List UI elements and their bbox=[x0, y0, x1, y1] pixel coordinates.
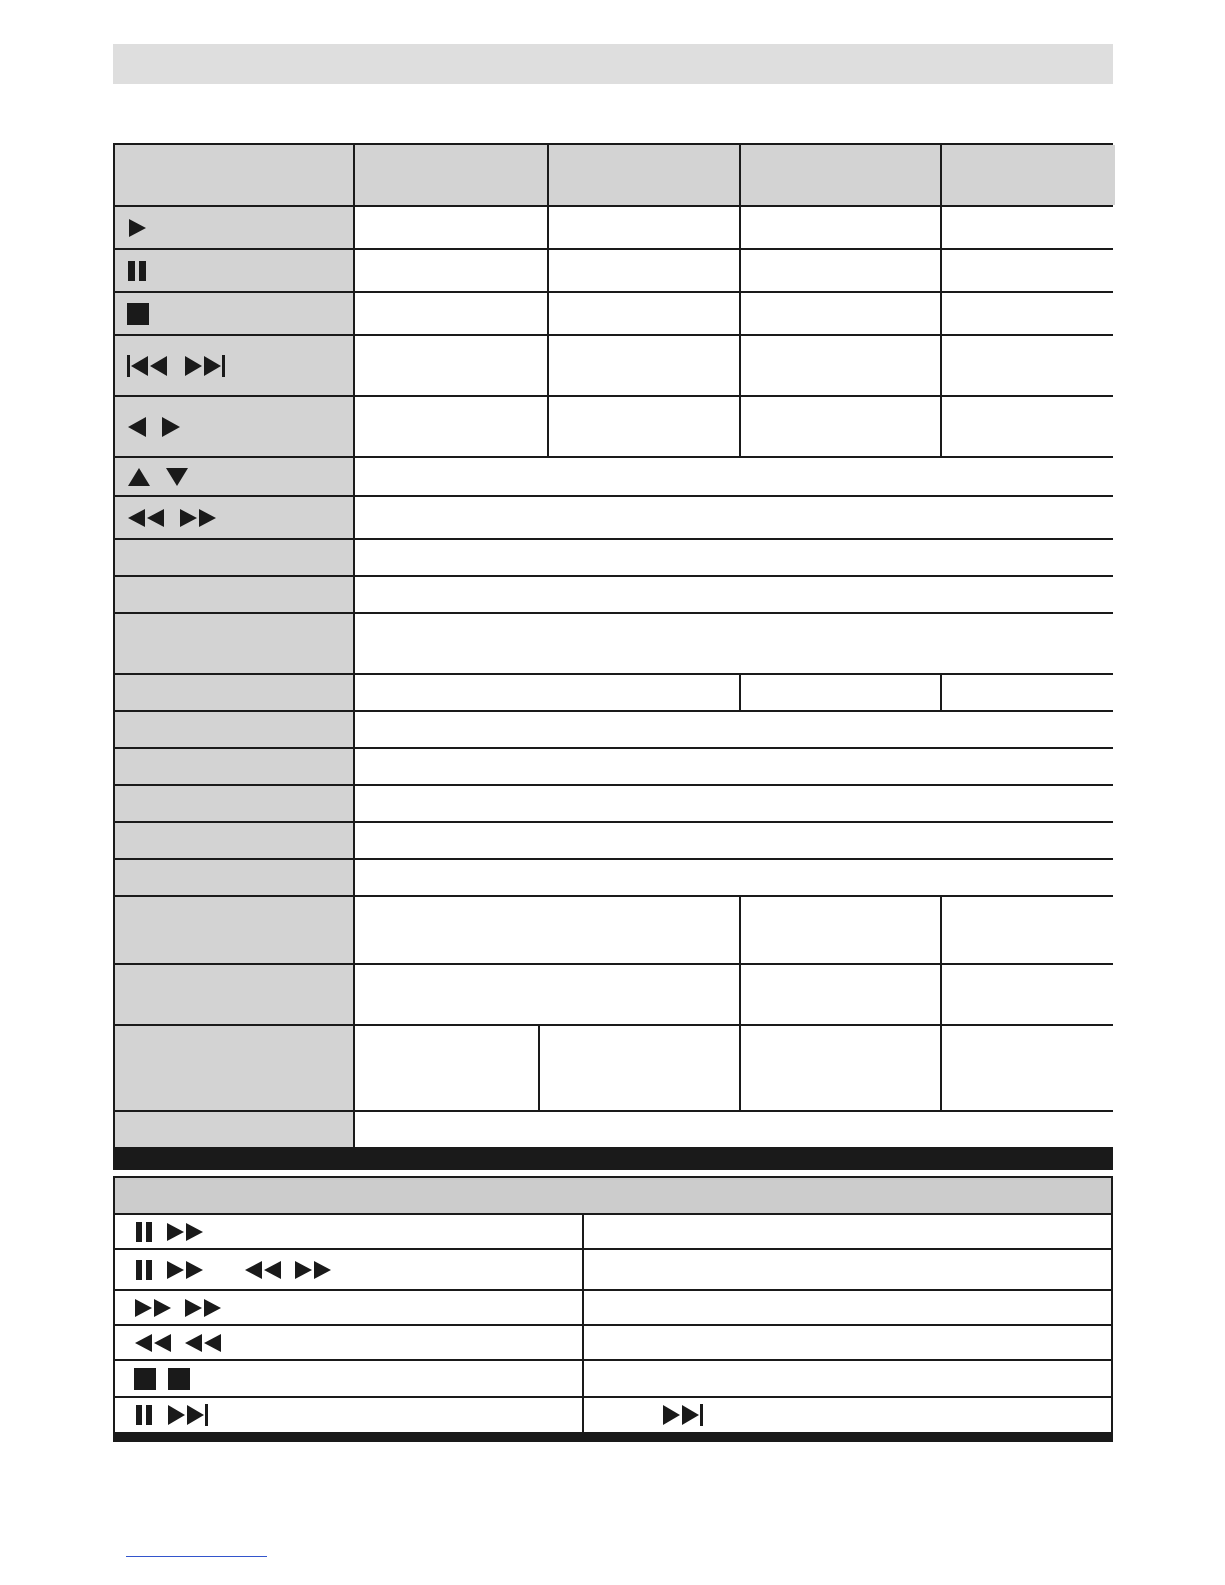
key-description-cell bbox=[584, 1361, 1111, 1396]
table-cell bbox=[942, 675, 1115, 710]
pause-icon bbox=[133, 1259, 155, 1281]
table-cell bbox=[355, 458, 1115, 495]
table-cell bbox=[355, 207, 547, 248]
stop-icon bbox=[126, 302, 150, 326]
function-table bbox=[113, 143, 1113, 1170]
table-cell bbox=[942, 207, 1115, 248]
table-cell bbox=[355, 860, 1115, 895]
table-cell bbox=[741, 965, 940, 1024]
row-label bbox=[115, 749, 353, 784]
header-cell bbox=[741, 145, 940, 205]
key-combo-cell bbox=[115, 1326, 582, 1359]
arrow-right-icon bbox=[160, 415, 182, 439]
key-description-cell bbox=[584, 1398, 1111, 1432]
key-combo-cell bbox=[115, 1291, 582, 1324]
rewind-icon bbox=[126, 507, 166, 529]
row-label-left-right bbox=[115, 397, 353, 456]
skip-next-icon bbox=[165, 1403, 209, 1427]
table-cell bbox=[549, 397, 739, 456]
table-cell bbox=[741, 1026, 940, 1110]
table-cell bbox=[942, 897, 1115, 963]
fast-forward-icon bbox=[183, 1297, 223, 1319]
table-cell bbox=[942, 250, 1115, 291]
table-cell bbox=[355, 823, 1115, 858]
row-label bbox=[115, 786, 353, 821]
fast-forward-icon bbox=[133, 1297, 173, 1319]
row-label-up-down bbox=[115, 458, 353, 495]
row-label-pause bbox=[115, 250, 353, 291]
fast-forward-icon bbox=[293, 1259, 333, 1281]
table-cell bbox=[355, 577, 1115, 612]
row-label-stop bbox=[115, 293, 353, 334]
key-description-cell bbox=[584, 1250, 1111, 1289]
skip-previous-icon bbox=[126, 354, 170, 378]
table-cell bbox=[741, 897, 940, 963]
key-table-title bbox=[115, 1178, 1111, 1213]
row-label bbox=[115, 712, 353, 747]
table-cell bbox=[355, 250, 547, 291]
header-cell bbox=[355, 145, 547, 205]
table-cell bbox=[355, 712, 1115, 747]
footer-link-underline[interactable] bbox=[126, 1556, 267, 1557]
table-cell bbox=[549, 293, 739, 334]
arrow-up-icon bbox=[126, 466, 152, 488]
table-cell bbox=[355, 614, 1115, 673]
fast-forward-icon bbox=[178, 507, 218, 529]
table-cell bbox=[741, 675, 940, 710]
header-cell bbox=[549, 145, 739, 205]
key-combo-cell bbox=[115, 1250, 582, 1289]
table-cell bbox=[549, 207, 739, 248]
table-cell bbox=[549, 250, 739, 291]
pause-icon bbox=[126, 260, 148, 282]
key-description-cell bbox=[584, 1326, 1111, 1359]
key-combo-cell bbox=[115, 1215, 582, 1248]
section-title-bar bbox=[113, 44, 1113, 84]
table-cell bbox=[741, 250, 940, 291]
arrow-left-icon bbox=[126, 415, 148, 439]
table-cell bbox=[355, 336, 547, 395]
table-cell bbox=[741, 397, 940, 456]
table-cell bbox=[355, 897, 739, 963]
table-cell bbox=[942, 336, 1115, 395]
table-cell bbox=[741, 293, 940, 334]
table-cell bbox=[942, 293, 1115, 334]
row-label bbox=[115, 823, 353, 858]
table-cell bbox=[355, 1026, 538, 1110]
play-icon bbox=[126, 217, 148, 239]
table-cell bbox=[540, 1026, 739, 1110]
rewind-icon bbox=[243, 1259, 283, 1281]
key-combo-cell bbox=[115, 1398, 582, 1432]
table-cell bbox=[355, 749, 1115, 784]
table-cell bbox=[355, 1112, 1115, 1147]
table-cell bbox=[942, 965, 1115, 1024]
table-cell bbox=[741, 336, 940, 395]
row-label bbox=[115, 577, 353, 612]
row-label-rewind-forward bbox=[115, 497, 353, 538]
fast-forward-icon bbox=[165, 1221, 205, 1243]
table-cell bbox=[549, 336, 739, 395]
row-label bbox=[115, 860, 353, 895]
table-cell bbox=[355, 786, 1115, 821]
table-cell bbox=[355, 497, 1115, 538]
table-cell bbox=[355, 965, 739, 1024]
stop-icon bbox=[133, 1367, 157, 1391]
rewind-icon bbox=[183, 1332, 223, 1354]
table-cell bbox=[355, 540, 1115, 575]
row-label-play bbox=[115, 207, 353, 248]
table-cell bbox=[741, 207, 940, 248]
pause-icon bbox=[133, 1404, 155, 1426]
row-label bbox=[115, 675, 353, 710]
row-label bbox=[115, 614, 353, 673]
table-cell bbox=[942, 397, 1115, 456]
table-cell bbox=[942, 1026, 1115, 1110]
row-label-skip bbox=[115, 336, 353, 395]
row-label bbox=[115, 965, 353, 1024]
skip-next-icon bbox=[182, 354, 226, 378]
key-description-cell bbox=[584, 1291, 1111, 1324]
stop-icon bbox=[167, 1367, 191, 1391]
row-label bbox=[115, 1112, 353, 1147]
arrow-down-icon bbox=[164, 466, 190, 488]
table-cell bbox=[355, 397, 547, 456]
row-label bbox=[115, 540, 353, 575]
table-cell bbox=[355, 293, 547, 334]
row-label bbox=[115, 1026, 353, 1110]
row-label bbox=[115, 897, 353, 963]
table-cell bbox=[355, 675, 739, 710]
pause-icon bbox=[133, 1221, 155, 1243]
fast-forward-icon bbox=[165, 1259, 205, 1281]
key-description-cell bbox=[584, 1215, 1111, 1248]
rewind-icon bbox=[133, 1332, 173, 1354]
skip-next-icon bbox=[660, 1403, 704, 1427]
key-combination-table bbox=[113, 1176, 1113, 1442]
header-cell bbox=[942, 145, 1115, 205]
header-label-cell bbox=[115, 145, 353, 205]
key-combo-cell bbox=[115, 1361, 582, 1396]
